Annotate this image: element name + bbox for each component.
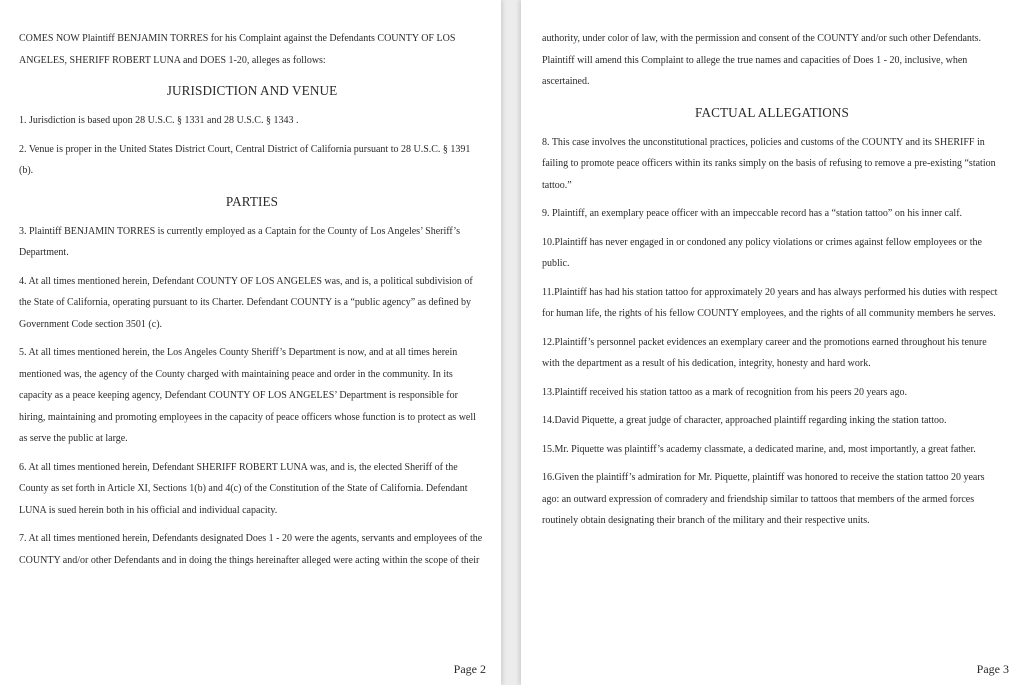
document-page-2	[0, 0, 501, 685]
paragraph-9: 9. Plaintiff, an exemplary peace officer with an impeccable record has a “station tattoo” on his inner calf.	[542, 208, 963, 219]
intro-paragraph: COMES NOW Plaintiff BENJAMIN TORRES for his Complaint against the Defendants COUNTY OF LOS ANGELES, SHERIFF ROBERT LUNA and DOES 1-20, alleges as follows:	[19, 33, 456, 66]
paragraph-16: 16.Given the plaintiff’s admiration for Mr. Piquette, plaintiff was honored to receive the station tattoo 20 years ago: an outward expression of comradery and friendship similar to tattoos that members of the armed forces routinely obtain designating their branch of the military and their respective units.	[542, 472, 985, 526]
paragraph-2: 2. Venue is proper in the United States District Court, Central District of California pursuant to 28 U.S.C. § 1391 (b).	[19, 143, 471, 176]
page-2-content	[19, 28, 485, 578]
page-number-3: Page 3	[976, 662, 1009, 676]
page-number-2: Page 2	[453, 662, 486, 676]
heading-factual-allegations: FACTUAL ALLEGATIONS	[695, 104, 849, 120]
paragraph-15: 15.Mr. Piquette was plaintiff’s academy classmate, a dedicated marine, and, most importantly, a great father.	[542, 443, 976, 455]
paragraph-14: 14.David Piquette, a great judge of character, approached plaintiff regarding inking the station tattoo.	[542, 415, 947, 426]
paragraph-4: 4. At all times mentioned herein, Defendant COUNTY OF LOS ANGELES was, and is, a political subdivision of the State of California, operating pursuant to its Charter. Defendant COUNTY is a “public agency” as defined by Government Code section 3501 (c).	[19, 275, 473, 330]
heading-jurisdiction-and-venue: JURISDICTION AND VENUE	[166, 83, 338, 98]
paragraph-1: 1. Jurisdiction is based upon 28 U.S.C. § 1331 and 28 U.S.C. § 1343 .	[19, 115, 299, 126]
heading-parties: PARTIES	[225, 193, 279, 209]
paragraph-10: 10.Plaintiff has never engaged in or condoned any policy violations or crimes against fellow employees or the public.	[542, 236, 982, 269]
paragraph-7: 7. At all times mentioned herein, Defendants designated Does 1 - 20 were the agents, servants and employees of the COUNTY and/or other Defendants and in doing the things hereinafter alleged were acting within the scope of their	[19, 533, 483, 566]
paragraph-6: 6. At all times mentioned herein, Defendant SHERIFF ROBERT LUNA was, and is, the elected Sheriff of the County as set forth in Article XI, Sections 1(b) and 4(c) of the Constitution of the State of California. Defendant LUNA is sued herein both in his official and individual capacity.	[19, 461, 468, 516]
paragraph-3: 3. Plaintiff BENJAMIN TORRES is currently employed as a Captain for the County of Los Angeles’ Sheriff’s Department.	[19, 225, 460, 258]
paragraph-8: 8. This case involves the unconstitutional practices, policies and customs of the COUNTY and its SHERIFF in failing to promote peace officers within its ranks simply on the basis of refusing to remove a pre-existing “station tattoo.”	[542, 136, 996, 191]
document-page-3	[521, 0, 1024, 685]
paragraph-11: 11.Plaintiff has had his station tattoo for approximately 20 years and has always performed his duties with respect for human life, the rights of his fellow COUNTY employees, and the rights of all community members he serves.	[542, 286, 998, 319]
paragraph-5: 5. At all times mentioned herein, the Los Angeles County Sheriff’s Department is now, and at all times herein mentioned was, the agency of the County charged with maintaining peace and order in the community. In its capacity as a peace keeping agency, Defendant COUNTY OF LOS ANGELES’ Department is responsible for hiring, maintaining and promoting employees in the capacity of peace officers whose function is to protect as well as serve the public at large.	[19, 347, 476, 444]
page-3-content	[542, 28, 1002, 539]
paragraph-12: 12.Plaintiff’s personnel packet evidences an exemplary career and the promotions earned throughout his tenure with the department as a result of his dedication, integrity, honesty and hard work.	[542, 336, 987, 369]
continuation-paragraph: authority, under color of law, with the permission and consent of the COUNTY and/or such other Defendants. Plaintiff will amend this Complaint to allege the true names and capacities of Does 1 - 20, inclusive, when ascertained.	[542, 33, 982, 87]
paragraph-13: 13.Plaintiff received his station tattoo as a mark of recognition from his peers 20 years ago.	[542, 386, 907, 398]
